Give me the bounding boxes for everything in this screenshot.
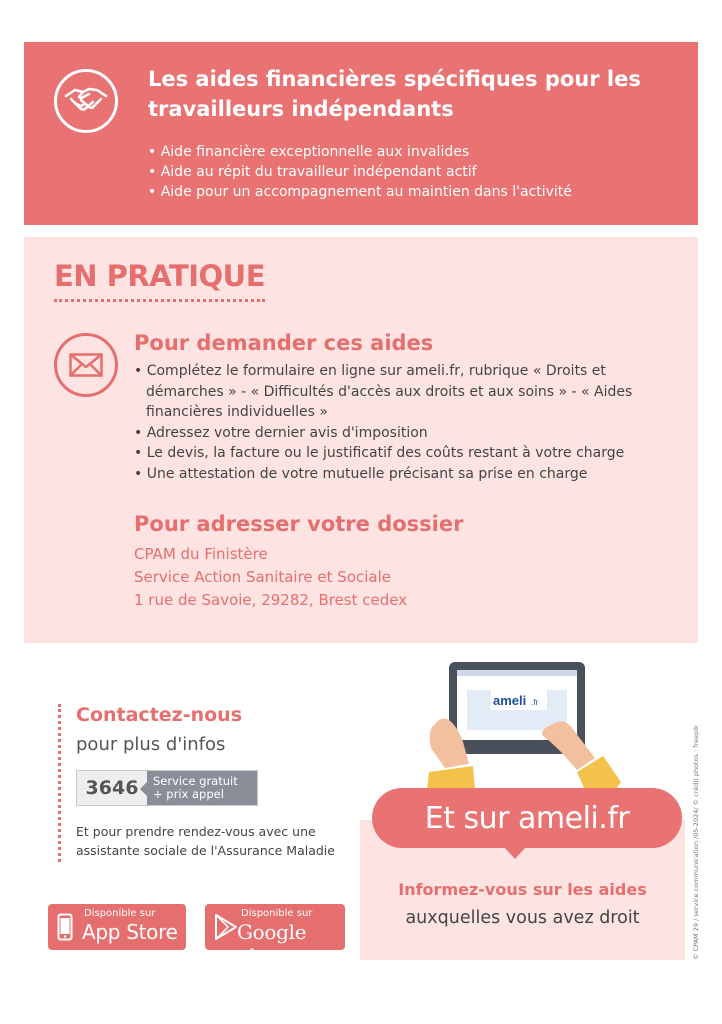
informez-text: Informez-vous sur les aides [398,880,647,899]
aides-list [148,142,572,202]
phone-service-line: + prix appel [153,787,224,801]
address-title: Pour adresser votre dossier [134,512,464,536]
smartphone-icon [57,913,73,941]
contact-subtitle: pour plus d'infos [76,734,226,755]
store-caption: Disponible sur [84,908,156,919]
handshake-icon [54,69,118,133]
google-play-button[interactable] [205,904,345,968]
auxquelles-text: auxquelles vous avez droit [405,908,640,928]
list-item: • Une attestation de votre mutuelle précisant sa prise en charge [134,464,674,485]
tablet-hands-illustration [425,660,625,790]
store-name: Google play [237,920,307,968]
appointment-text: Et pour prendre rendez-vous avec une assistante sociale de l'Assurance Maladie [76,824,335,858]
tablet-logo-suffix: .fr [531,698,539,707]
phone-number: 3646 [77,771,147,805]
aides-banner [24,42,698,225]
address-line: Service Action Sanitaire et Sociale [134,568,391,586]
postal-address [134,543,407,612]
ameli-bubble[interactable]: Et sur ameli.fr [372,788,682,848]
list-item: • Aide pour un accompagnement au maintien dans l'activité [148,182,572,202]
list-item: • Aide au répit du travailleur indépendant actif [148,162,572,182]
tablet-logo: ameli [493,693,527,708]
contact-title: Contactez-nous [76,704,243,726]
address-line: 1 rue de Savoie, 29282, Brest cedex [134,591,408,609]
contact-block [58,704,358,862]
phone-badge[interactable] [76,770,258,806]
phone-service-line: Service gratuit [153,774,238,788]
list-item: • Complétez le formulaire en ligne sur ameli.fr, rubrique « Droits et démarches » - « Difficultés d'accès aux droits et aux soins » - « Aides financières individuelles » [134,361,674,423]
phone-service-label [147,771,257,805]
app-store-button[interactable] [48,904,186,950]
store-caption: Disponible sur [241,908,313,919]
demand-title: Pour demander ces aides [134,331,434,355]
store-name: App Store [82,920,178,944]
address-line: CPAM du Finistère [134,545,268,563]
list-item: • Le devis, la facture ou le justificatif des coûts restant à votre charge [134,443,674,464]
credit-line: © CPAM 29 / service communication /05-2024/ © crédit photos : freepik [692,725,700,960]
section-heading: EN PRATIQUE [54,259,265,302]
envelope-icon [54,333,118,397]
play-triangle-icon [214,913,238,941]
banner-title: Les aides financières spécifiques pour les travailleurs indépendants [148,67,641,121]
list-item: • Adressez votre dernier avis d'imposition [134,423,674,444]
list-item: • Aide financière exceptionnelle aux invalides [148,142,572,162]
en-pratique-section [24,237,698,643]
demand-list [134,361,674,484]
